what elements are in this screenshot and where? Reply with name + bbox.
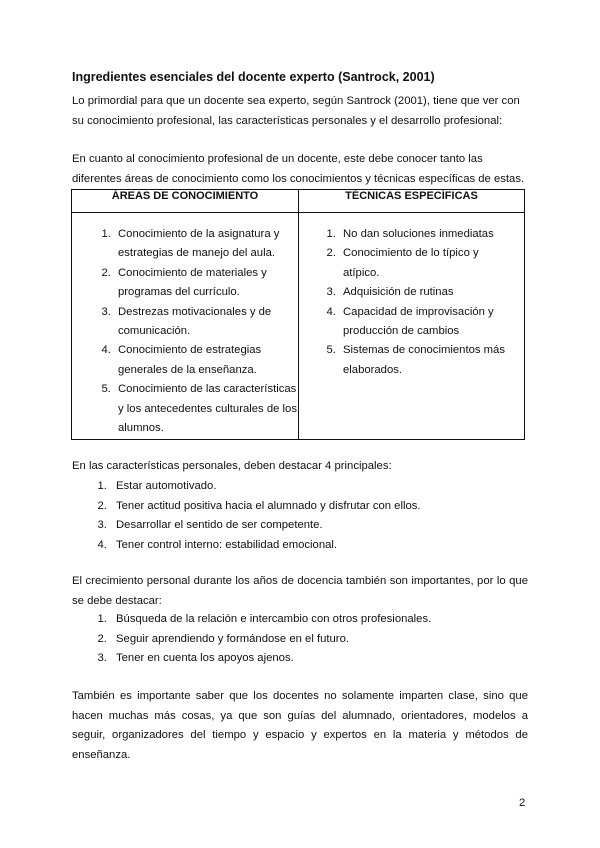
- page-number: 2: [519, 797, 526, 809]
- chars-intro-paragraph: En las características personales, deben destacar 4 principales:: [72, 460, 392, 472]
- knowledge-table: [71, 189, 525, 440]
- list-item: 4. Conocimiento de estrategias generales de la enseñanza.: [114, 341, 298, 380]
- chars-list: [72, 477, 530, 555]
- list-item: 1. Estar automotivado.: [110, 477, 530, 497]
- list-item: 2. Seguir aprendiendo y formándose en el futuro.: [110, 630, 530, 650]
- areas-cell: [72, 213, 299, 440]
- list-item: 2. Conocimiento de materiales y programas del currículo.: [114, 264, 298, 303]
- list-item: 3. Desarrollar el sentido de ser competente.: [110, 516, 530, 536]
- list-item: 5. Sistemas de conocimientos más elaborados.: [339, 341, 518, 380]
- list-item: 4. Capacidad de improvisación y producción de cambios: [339, 303, 518, 342]
- tecnicas-cell: [299, 213, 525, 440]
- header-tecnicas: TÉCNICAS ESPECÍFICAS: [299, 190, 525, 213]
- list-item: 5. Conocimiento de las características y los antecedentes culturales de los alumnos.: [114, 380, 298, 438]
- header-areas: ÁREAS DE CONOCIMIENTO: [72, 190, 299, 213]
- intro-paragraph: Lo primordial para que un docente sea experto, según Santrock (2001), tiene que ver con su conocimiento profesional, las características personales y el desarrollo profesional:: [72, 95, 520, 127]
- list-item: 3. Destrezas motivacionales y de comunicación.: [114, 303, 298, 342]
- list-item: 1. Búsqueda de la relación e intercambio con otros profesionales.: [110, 610, 530, 630]
- list-item: 4. Tener control interno: estabilidad emocional.: [110, 536, 530, 556]
- list-item: 3. Tener en cuenta los apoyos ajenos.: [110, 649, 530, 669]
- list-item: 2. Tener actitud positiva hacia el alumnado y disfrutar con ellos.: [110, 497, 530, 517]
- list-item: 1. No dan soluciones inmediatas: [339, 225, 518, 244]
- areas-list: [72, 225, 298, 438]
- list-item: 1. Conocimiento de la asignatura y estrategias de manejo del aula.: [114, 225, 298, 264]
- areas-intro-paragraph: En cuanto al conocimiento profesional de un docente, este debe conocer tanto las diferentes áreas de conocimiento como los conocimientos y técnicas específicas de estas.: [72, 153, 525, 185]
- section-title: Ingredientes esenciales del docente experto (Santrock, 2001): [72, 70, 435, 84]
- final-paragraph: También es importante saber que los docentes no solamente imparten clase, sino que hacen muchas más cosas, ya que son guías del alumnado, orientadores, modelos a seguir, organizadores del tiempo y espacio y expertos en la materia y métodos de enseñanza.: [72, 690, 528, 761]
- growth-intro-paragraph: El crecimiento personal durante los años de docencia también son importantes, por lo que se debe destacar:: [72, 575, 528, 607]
- list-item: 2. Conocimiento de lo típico y atípico.: [339, 244, 518, 283]
- tecnicas-list: [299, 225, 524, 380]
- growth-list: [72, 610, 530, 669]
- list-item: 3. Adquisición de rutinas: [339, 283, 518, 302]
